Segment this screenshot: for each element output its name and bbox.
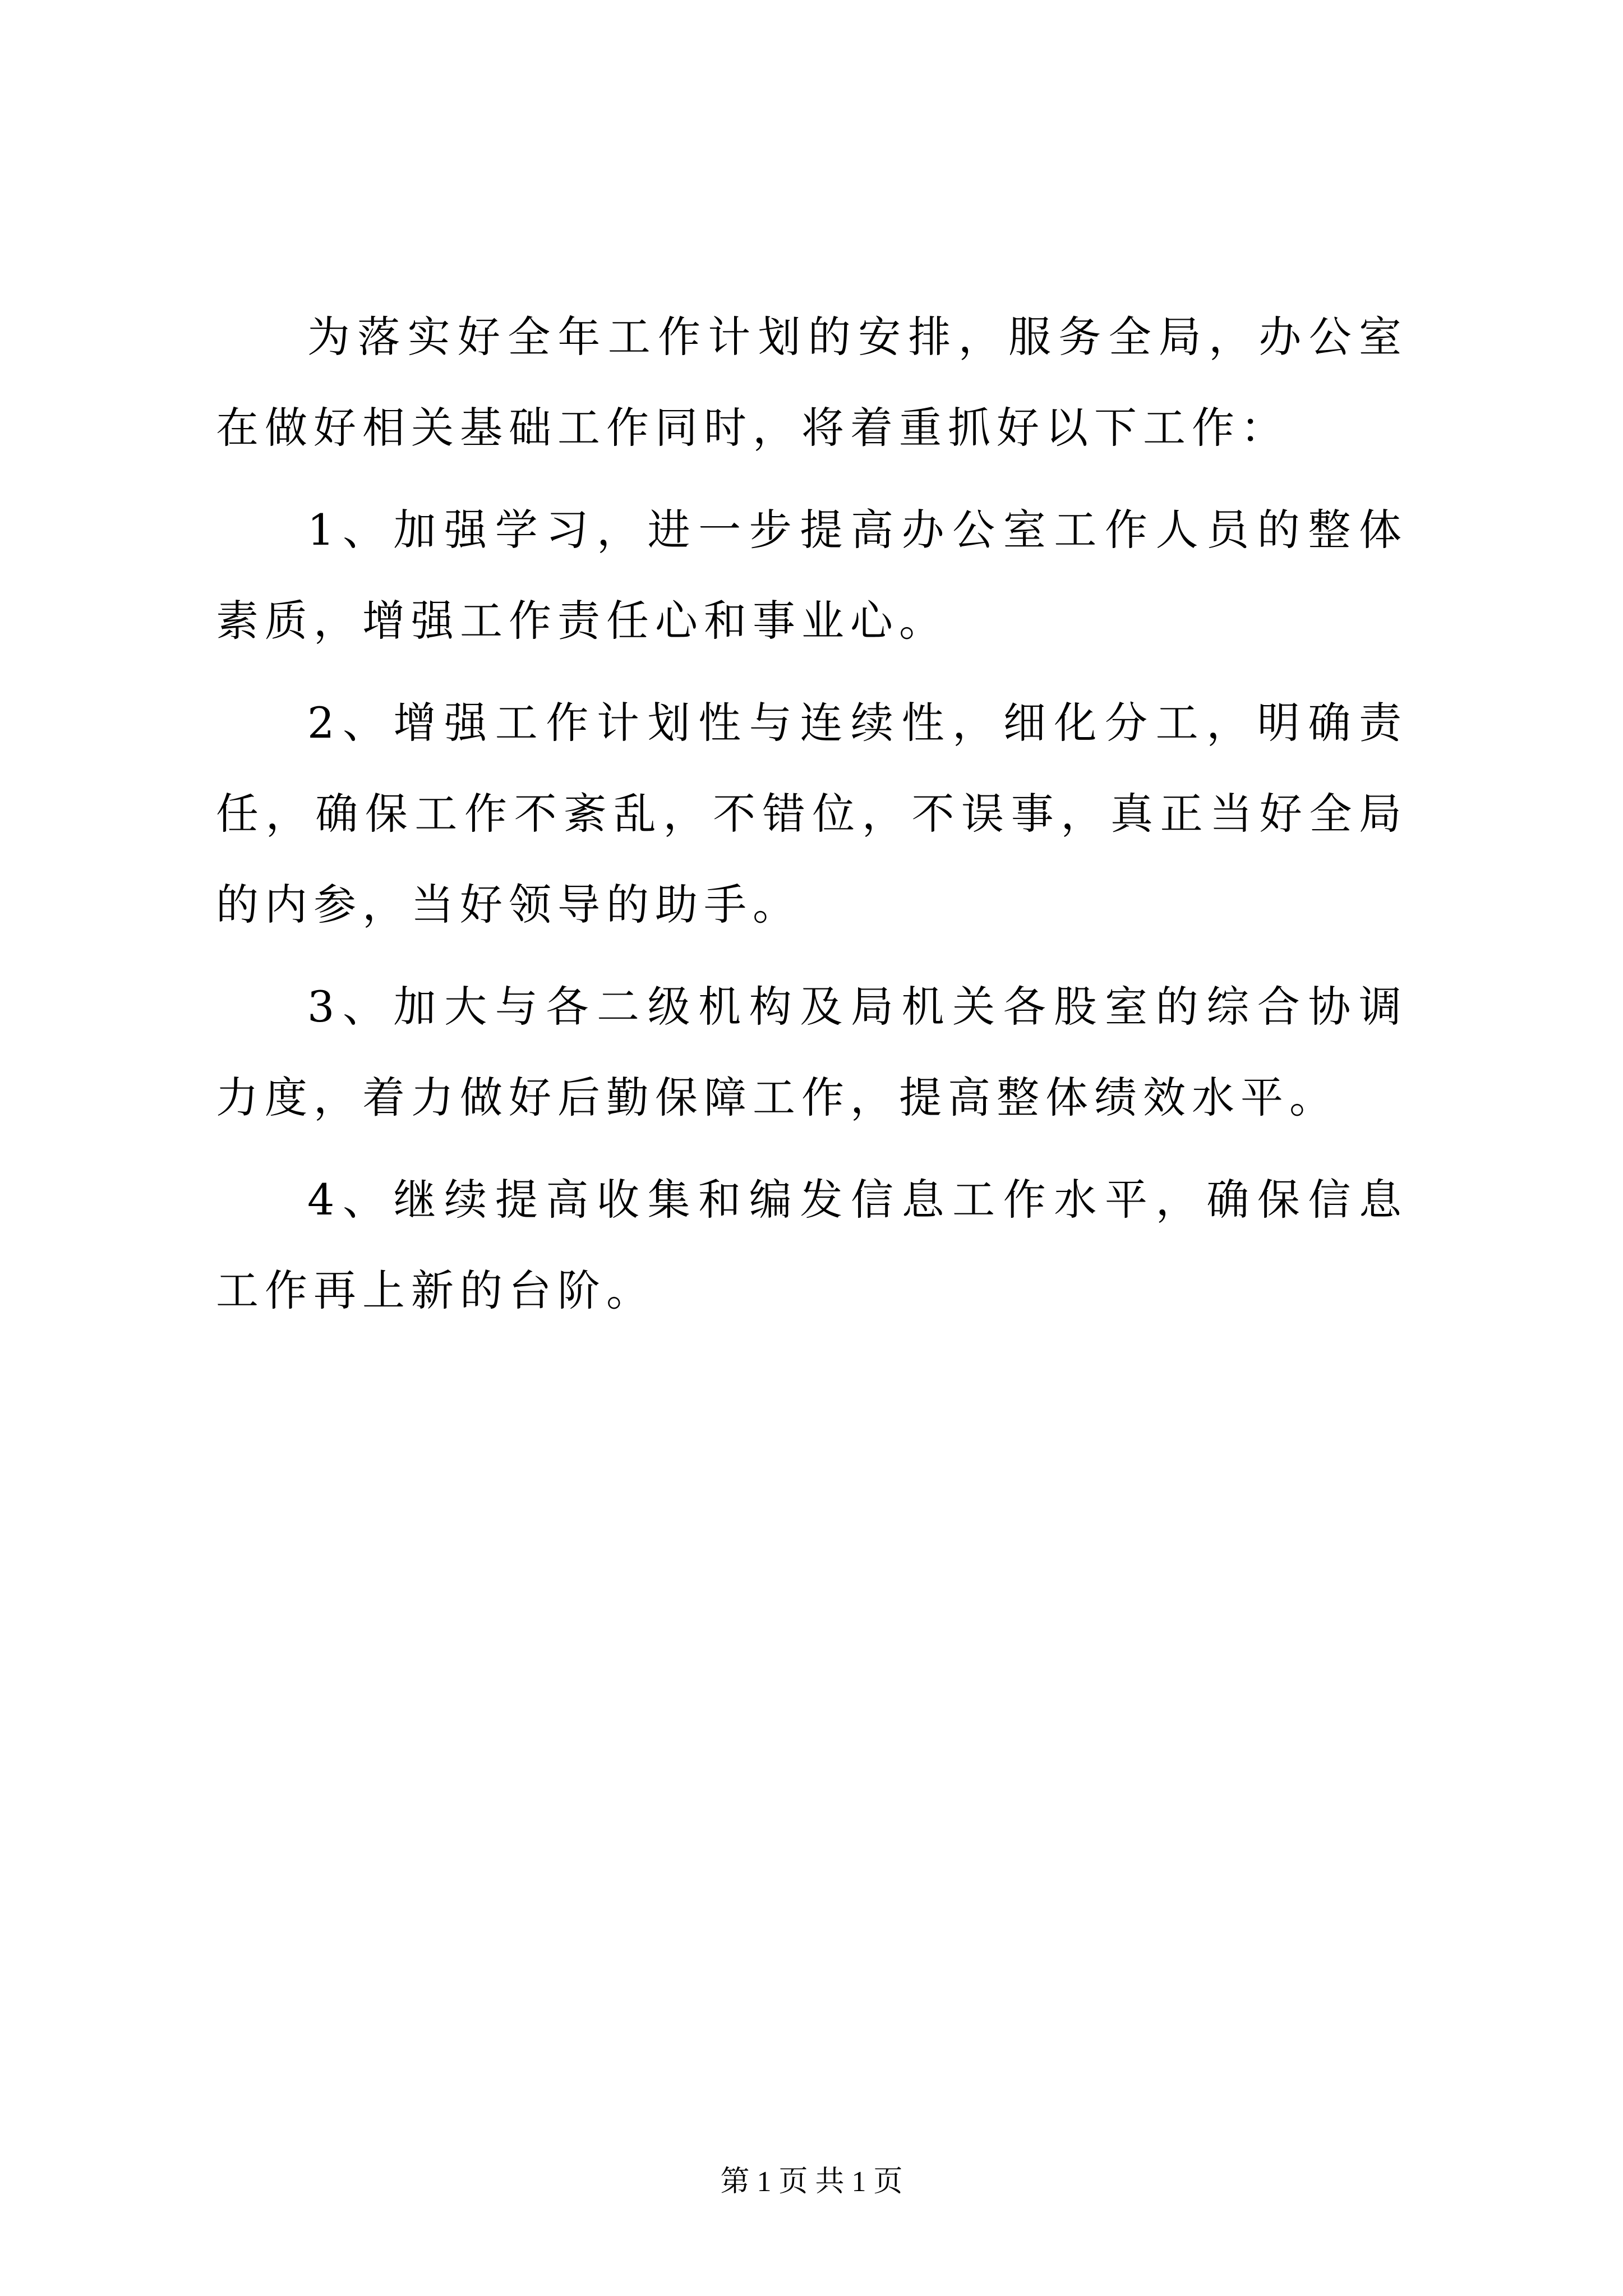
intro-paragraph: 为落实好全年工作计划的安排，服务全局，办公室在做好相关基础工作同时，将着重抓好以下工作： (216, 312, 1408, 453)
item-4-paragraph: 4、继续提高收集和编发信息工作水平，确保信息工作再上新的台阶。 (216, 1175, 1408, 1315)
item-3-paragraph: 3、加大与各二级机构及局机关各股室的综合协调力度，着力做好后勤保障工作，提高整体绩效水平。 (216, 982, 1408, 1122)
document-body (216, 292, 1408, 1347)
page-footer: 第 1 页 共 1 页 (720, 2166, 903, 2198)
item-1-paragraph: 1、加强学习，进一步提高办公室工作人员的整体素质，增强工作责任心和事业心。 (216, 505, 1408, 646)
item-2-paragraph: 2、增强工作计划性与连续性，细化分工，明确责任，确保工作不紊乱，不错位，不误事，真正当好全局的内参，当好领导的助手。 (216, 698, 1408, 930)
